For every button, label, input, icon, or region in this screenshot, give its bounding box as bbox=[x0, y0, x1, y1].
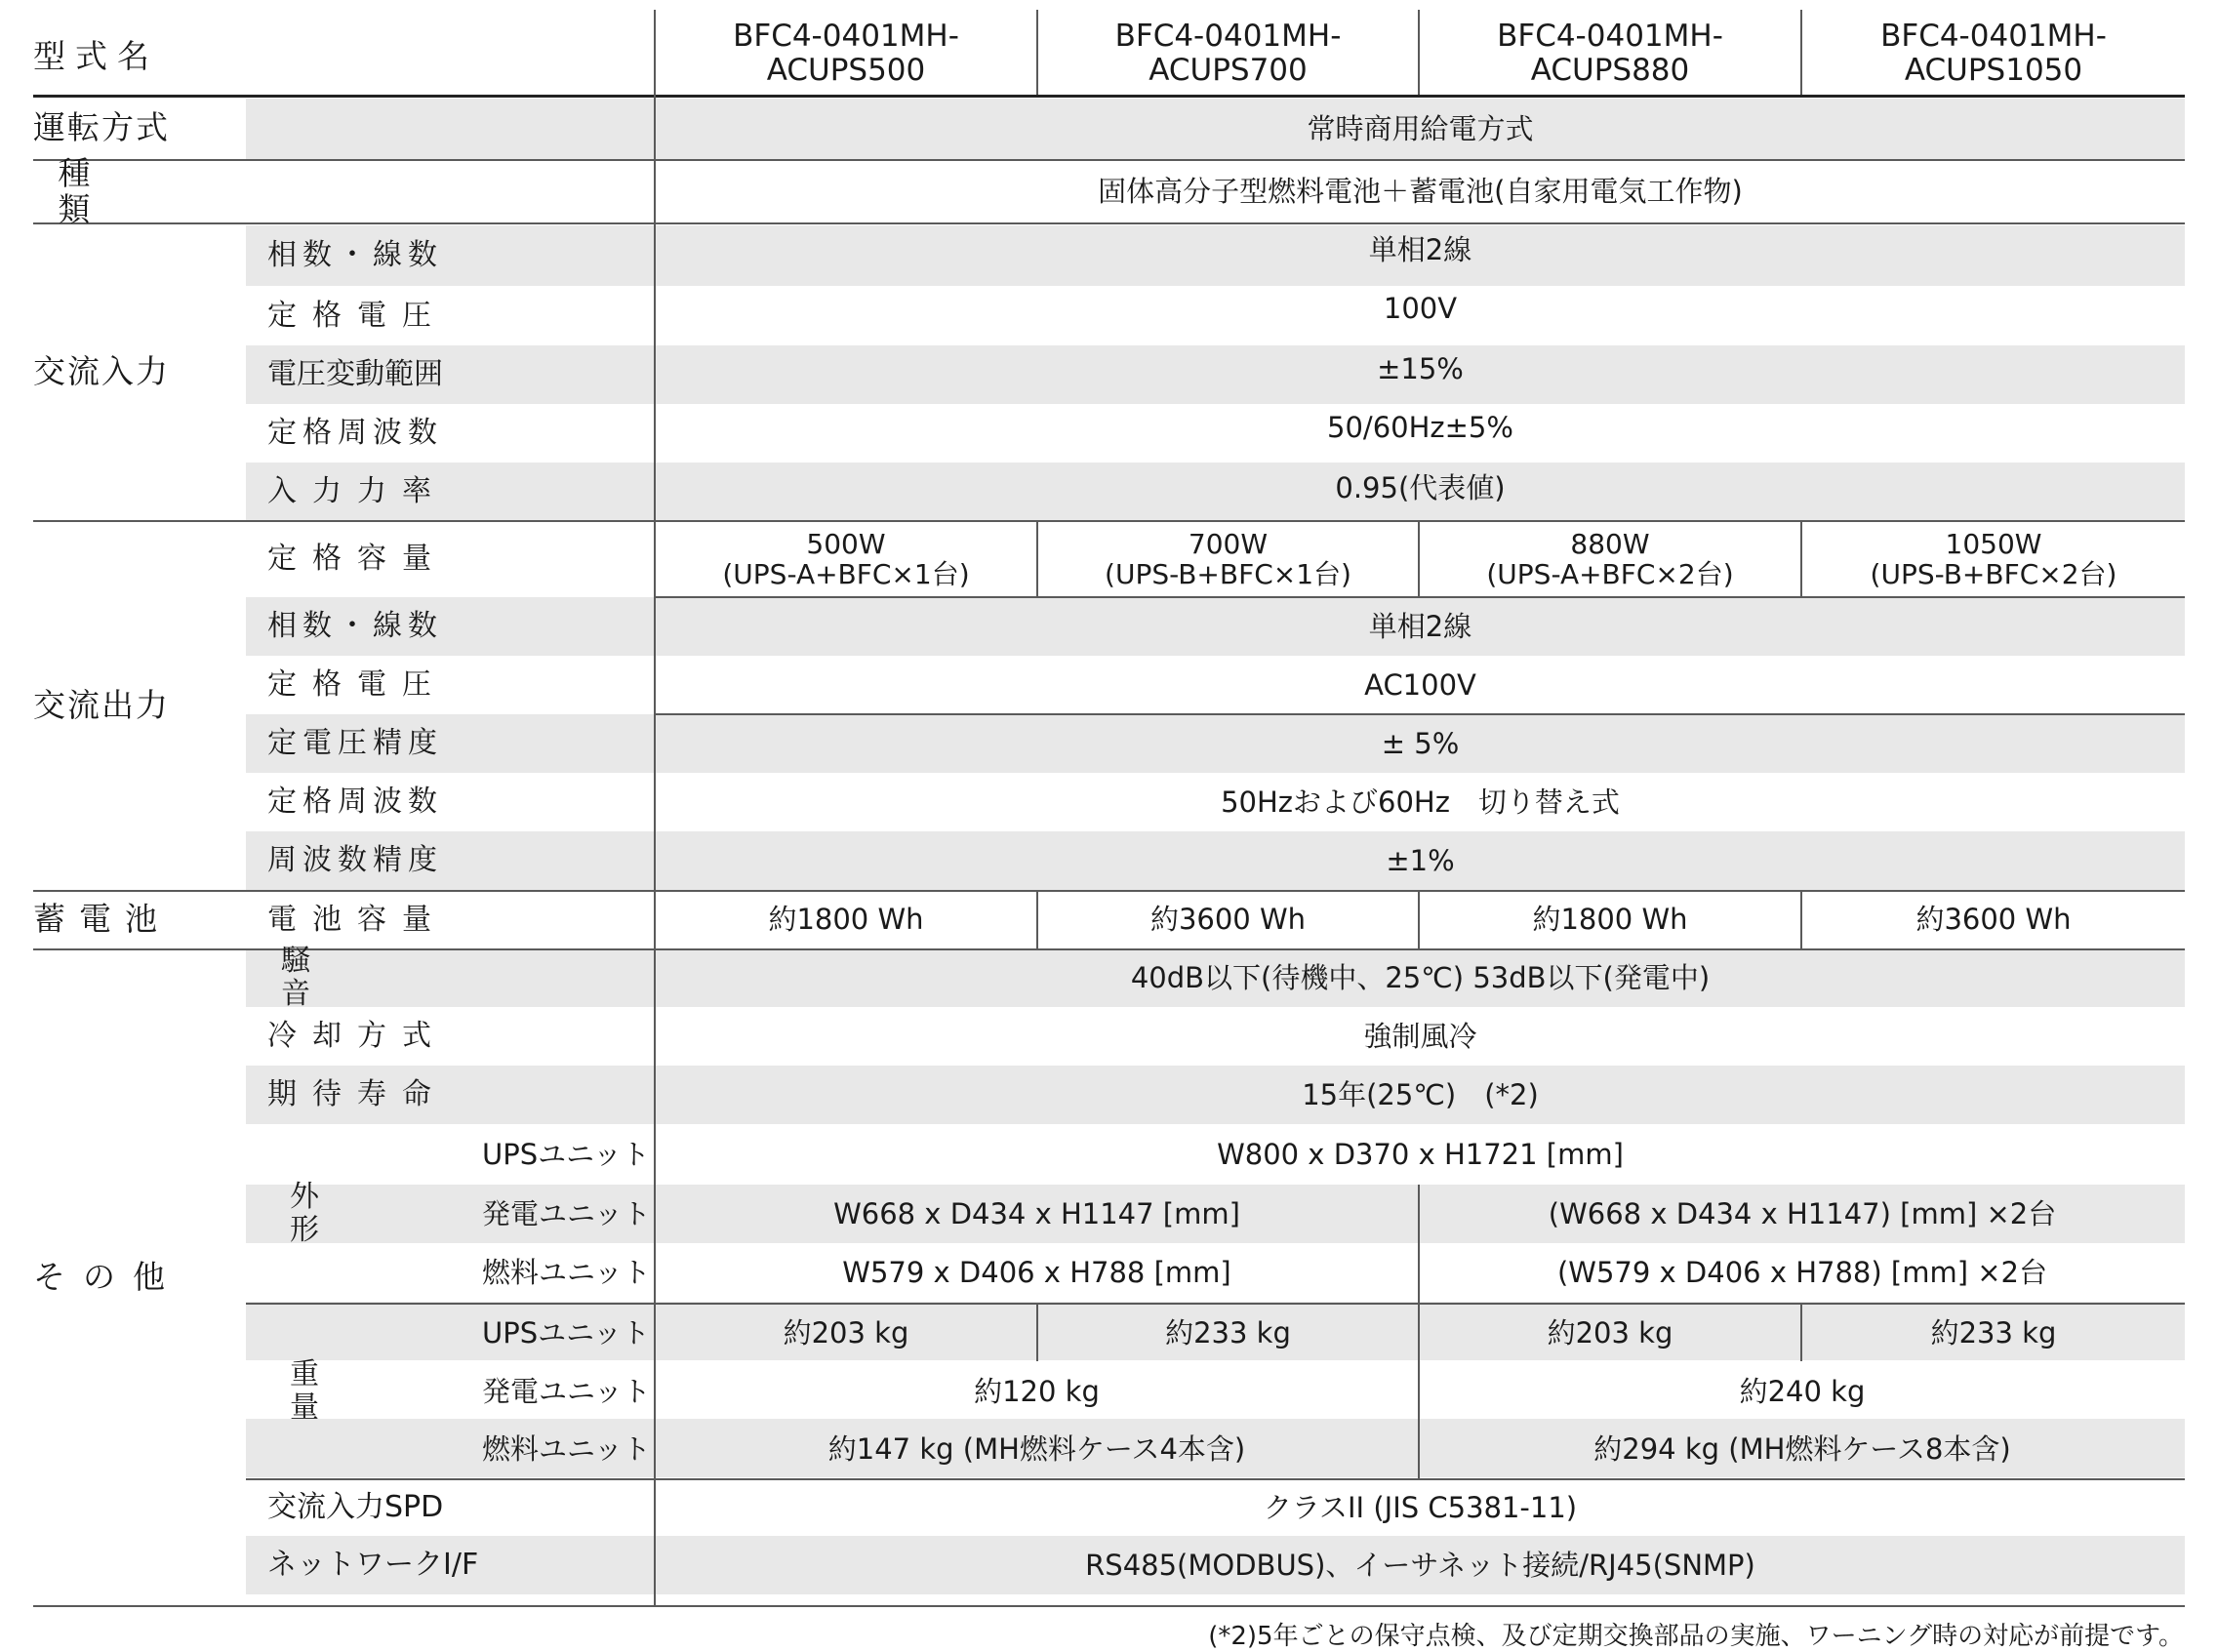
weight-fuel-value: 約294 kg (MH燃料ケース8本含) bbox=[1593, 1432, 2011, 1467]
model-label: 型式名 bbox=[33, 36, 159, 75]
weight-fuel-value: 約147 kg (MH燃料ケース4本含) bbox=[827, 1432, 1246, 1467]
other-item-label: 期待寿命 bbox=[267, 1077, 447, 1112]
battery-capacity: 約1800 Wh bbox=[768, 903, 924, 937]
ac-output-item-label: 周波数精度 bbox=[267, 843, 443, 878]
ac-output-item-label: 定格周波数 bbox=[267, 785, 443, 820]
ac-output-capacity-label: 定格容量 bbox=[267, 542, 447, 577]
ac-output-item-label: 定電圧精度 bbox=[267, 726, 443, 761]
ac-output-capacity: 700W (UPS-B+BFC×1台) bbox=[1105, 527, 1351, 590]
dimensions-gen-value: (W668 x D434 x H1147) [mm] ×2台 bbox=[1548, 1196, 2057, 1230]
ac-output-item-label: 相数・線数 bbox=[267, 609, 443, 644]
ac-output-capacity: 500W (UPS-A+BFC×1台) bbox=[722, 527, 970, 590]
ac-output-item-value: AC100V bbox=[1364, 667, 1476, 702]
spd-value: クラスII (JIS C5381-11) bbox=[1263, 1490, 1578, 1524]
ac-output-item-value: 50Hzおよび60Hz 切り替え式 bbox=[1221, 785, 1620, 819]
weight-gen-value: 約240 kg bbox=[1739, 1374, 1866, 1408]
weight-gen-label: 発電ユニット bbox=[482, 1374, 651, 1408]
network-label: ネットワークI/F bbox=[267, 1548, 479, 1583]
other-item-label: 騒音 bbox=[281, 944, 420, 1011]
ac-input-item-label: 定格電圧 bbox=[267, 298, 447, 333]
other-label: その他 bbox=[33, 1257, 182, 1296]
other-item-value: 強制風冷 bbox=[1363, 1019, 1477, 1053]
dimensions-fuel-value: (W579 x D406 x H788) [mm] ×2台 bbox=[1556, 1255, 2047, 1289]
rule bbox=[33, 1605, 2185, 1607]
weight-ups-label: UPSユニット bbox=[482, 1315, 650, 1350]
weight-gen-value: 約120 kg bbox=[974, 1374, 1100, 1408]
other-item-label: 冷却方式 bbox=[267, 1019, 447, 1054]
ac-input-item-label: 入力力率 bbox=[267, 474, 447, 509]
spd-label: 交流入力SPD bbox=[267, 1490, 444, 1525]
operation-value: 常時商用給電方式 bbox=[1307, 111, 1534, 145]
type-label: 種類 bbox=[58, 154, 140, 228]
model-name: BFC4-0401MH- ACUPS700 bbox=[1114, 19, 1342, 88]
ac-output-item-value: 単相2線 bbox=[1368, 609, 1472, 643]
ac-output-capacity: 1050W (UPS-B+BFC×2台) bbox=[1870, 527, 2117, 590]
ac-input-item-label: 電圧変動範囲 bbox=[267, 357, 443, 392]
weight-fuel-label: 燃料ユニット bbox=[482, 1432, 651, 1467]
weight-ups-value: 約233 kg bbox=[1165, 1315, 1291, 1350]
weight-ups-value: 約233 kg bbox=[1930, 1315, 2057, 1350]
ac-input-label: 交流入力 bbox=[33, 352, 170, 391]
dimensions-ups-value: W800 x D370 x H1721 [mm] bbox=[1217, 1137, 1624, 1171]
weight-ups-value: 約203 kg bbox=[783, 1315, 909, 1350]
ac-input-item-label: 定格周波数 bbox=[267, 416, 443, 451]
dimensions-label: 外形 bbox=[290, 1179, 421, 1247]
battery-capacity: 約3600 Wh bbox=[1149, 903, 1307, 937]
model-name: BFC4-0401MH- ACUPS880 bbox=[1497, 19, 1723, 88]
dimensions-fuel-value: W579 x D406 x H788 [mm] bbox=[842, 1255, 1231, 1289]
footnote: (*2)5年ごとの保守点検、及び定期交換部品の実施、ワーニング時の対応が前提です。 bbox=[1208, 1622, 2184, 1651]
rule bbox=[33, 95, 2185, 98]
dimensions-gen-label: 発電ユニット bbox=[482, 1196, 651, 1230]
dimensions-gen-value: W668 x D434 x H1147 [mm] bbox=[833, 1196, 1240, 1230]
model-name: BFC4-0401MH- ACUPS1050 bbox=[1880, 19, 2107, 88]
dimensions-ups-label: UPSユニット bbox=[482, 1137, 650, 1171]
battery-label: 蓄電池 bbox=[33, 900, 171, 939]
weight-label: 重量 bbox=[290, 1357, 421, 1425]
ac-input-item-value: 100V bbox=[1383, 292, 1458, 326]
weight-ups-value: 約203 kg bbox=[1547, 1315, 1673, 1350]
operation-label: 運転方式 bbox=[33, 107, 170, 146]
ac-input-item-value: 単相2線 bbox=[1368, 232, 1472, 266]
ac-output-capacity: 880W (UPS-A+BFC×2台) bbox=[1486, 527, 1734, 590]
ac-input-item-label: 相数・線数 bbox=[267, 238, 443, 273]
ac-output-item-value: ± 5% bbox=[1381, 726, 1460, 760]
battery-capacity-label: 電池容量 bbox=[267, 902, 447, 937]
model-name: BFC4-0401MH- ACUPS500 bbox=[733, 19, 959, 88]
ac-output-item-value: ±1% bbox=[1386, 843, 1455, 877]
type-value: 固体高分子型燃料電池＋蓄電池(自家用電気工作物) bbox=[1098, 175, 1743, 209]
network-value: RS485(MODBUS)、イーサネット接続/RJ45(SNMP) bbox=[1085, 1548, 1755, 1582]
other-item-value: 15年(25℃) (*2) bbox=[1302, 1077, 1539, 1111]
other-item-value: 40dB以下(待機中、25℃) 53dB以下(発電中) bbox=[1130, 960, 1711, 994]
ac-output-label: 交流出力 bbox=[33, 686, 170, 725]
ac-input-item-value: 50/60Hz±5% bbox=[1327, 410, 1513, 444]
ac-input-item-value: 0.95(代表値) bbox=[1335, 470, 1506, 504]
ac-output-item-label: 定格電圧 bbox=[267, 667, 447, 703]
dimensions-fuel-label: 燃料ユニット bbox=[482, 1255, 651, 1289]
battery-capacity: 約1800 Wh bbox=[1532, 903, 1688, 937]
battery-capacity: 約3600 Wh bbox=[1915, 903, 2072, 937]
ac-input-item-value: ±15% bbox=[1377, 351, 1464, 385]
